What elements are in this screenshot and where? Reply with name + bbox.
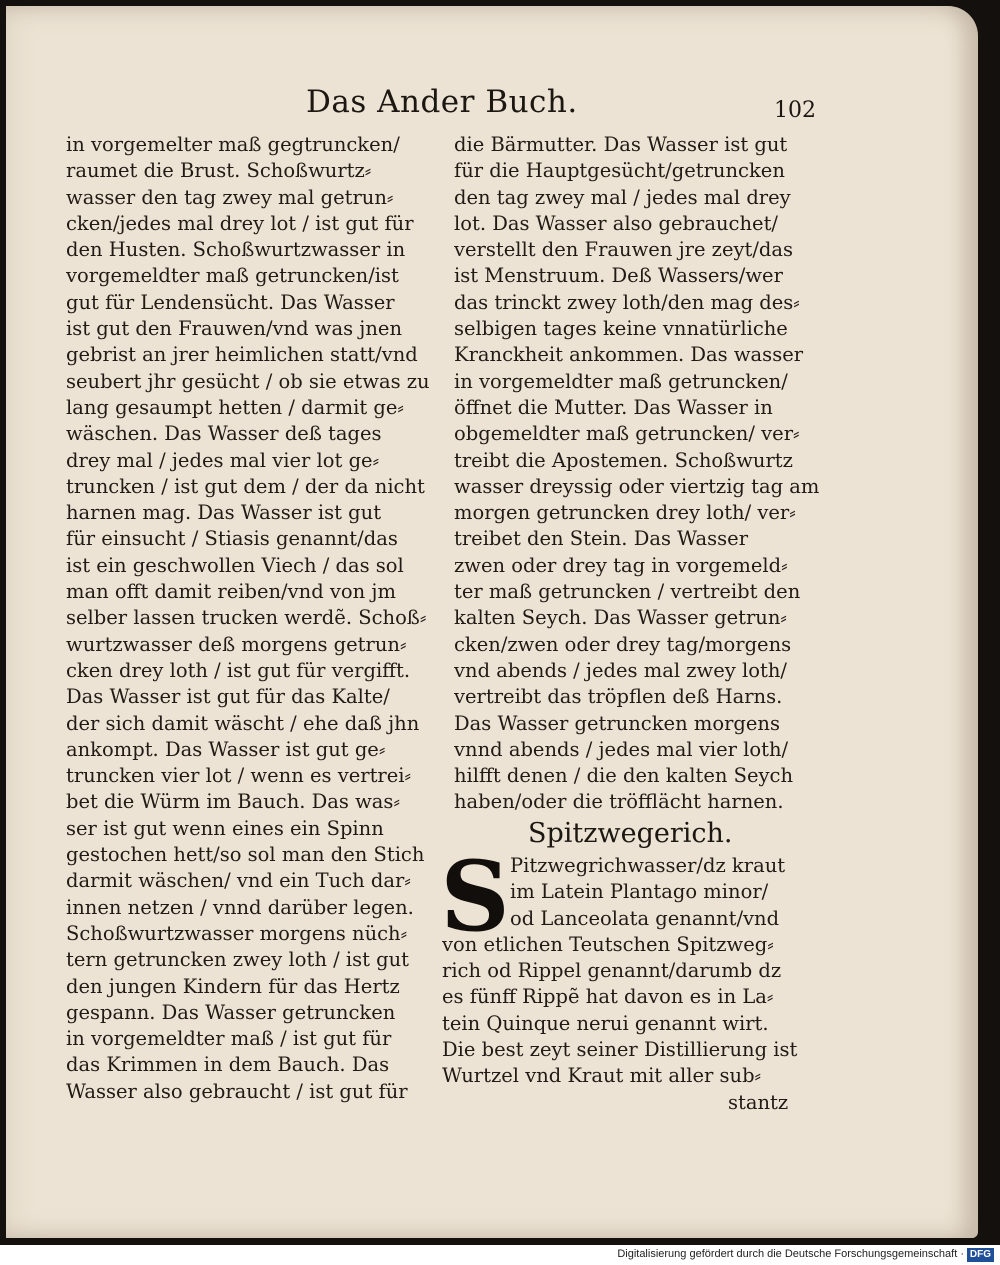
text-line: hilfft denen / die den kalten Seych — [454, 764, 794, 788]
text-line: ter maß getruncken / vertreibt den — [454, 580, 801, 604]
text-line: ist ein geschwollen Viech / das sol — [66, 553, 404, 577]
text-line: lang gesaumpt hetten / darmit ge⸗ — [66, 395, 404, 419]
text-line: ist gut den Frauwen/vnd was jnen — [66, 317, 403, 341]
text-line: den tag zwey mal / jedes mal drey — [454, 185, 791, 209]
text-line: treibet den Stein. Das Wasser — [454, 527, 749, 551]
text-line: ankompt. Das Wasser ist gut ge⸗ — [66, 737, 386, 761]
text-line: der sich damit wäscht / ehe daß jhn — [66, 711, 420, 735]
text-line: im Latein Plantago minor/ — [510, 880, 769, 904]
text-line: Wasser also gebraucht / ist gut für — [66, 1079, 408, 1103]
text-line: gebrist an jrer heimlichen statt/vnd — [66, 343, 418, 367]
text-line: in vorgemeldter maß / ist gut für — [66, 1027, 392, 1051]
footer-bar — [0, 1245, 1000, 1265]
text-line: von etlichen Teutschen Spitzweg⸗ — [442, 932, 774, 956]
text-line: ist Menstruum. Deß Wassers/wer — [454, 264, 783, 288]
text-line: Das Wasser ist gut für das Kalte/ — [66, 685, 390, 709]
text-line: truncken / ist gut dem / der da nicht — [66, 474, 425, 498]
text-line: innen netzen / vnnd darüber legen. — [66, 895, 414, 919]
text-line: verstellt den Frauwen jre zeyt/das — [454, 238, 794, 262]
text-line: zwen oder drey tag in vorgemeld⸗ — [454, 553, 788, 577]
text-line: Schoßwurtzwasser morgens nüch⸗ — [66, 921, 408, 945]
text-line: drey mal / jedes mal vier lot ge⸗ — [66, 448, 380, 472]
text-line: vnnd abends / jedes mal vier loth/ — [454, 737, 789, 761]
text-line: vorgemeldter maß getruncken/ist — [66, 264, 399, 288]
text-line: od Lanceolata genannt/vnd — [510, 906, 780, 930]
text-line: morgen getruncken drey loth/ ver⸗ — [454, 501, 796, 525]
section-text-column — [440, 840, 826, 1116]
text-line: wasser den tag zwey mal getrun⸗ — [66, 185, 394, 209]
text-line: vertreibt das tröpflen deß Harns. — [454, 685, 783, 709]
text-line: man offt damit reiben/vnd von jm — [66, 580, 396, 604]
text-line: die Bärmutter. Das Wasser ist gut — [454, 133, 788, 156]
text-line: den jungen Kindern für das Hertz — [66, 974, 400, 998]
text-line: seubert jhr gesücht / ob sie etwas zu — [66, 369, 430, 393]
text-line: Wurtzel vnd Kraut mit aller sub⸗ — [442, 1064, 762, 1088]
running-head: Das Ander Buch. — [306, 84, 578, 120]
page-number: 102 — [774, 98, 816, 123]
text-line: gestochen hett/so sol man den Stich — [66, 843, 425, 867]
text-line: in vorgemeldter maß getruncken/ — [454, 369, 788, 393]
left-text-column — [66, 132, 442, 1105]
text-line: cken drey loth / ist gut für vergifft. — [66, 658, 411, 682]
text-line: tein Quinque nerui genannt wirt. — [442, 1011, 769, 1035]
drop-cap: S — [440, 840, 510, 953]
text-line: das Krimmen in dem Bauch. Das — [66, 1053, 390, 1077]
text-line: darmit wäschen/ vnd ein Tuch dar⸗ — [66, 869, 411, 893]
text-line: selbigen tages keine vnnatürliche — [454, 317, 788, 341]
section-heading: Spitzwegerich. — [528, 818, 733, 849]
text-line: gut für Lendensücht. Das Wasser — [66, 290, 395, 314]
text-line: den Husten. Schoßwurtzwasser in — [66, 238, 406, 262]
text-line: stantz — [728, 1090, 789, 1114]
text-line: für einsucht / Stiasis genannt/das — [66, 527, 398, 551]
text-line: öffnet die Mutter. Das Wasser in — [454, 395, 773, 419]
dfg-logo: DFG — [967, 1248, 994, 1262]
text-line: treibt die Apostemen. Schoßwurtz — [454, 448, 793, 472]
text-line: obgemeldter maß getruncken/ ver⸗ — [454, 422, 800, 446]
text-line: bet die Würm im Bauch. Das was⸗ — [66, 790, 400, 814]
text-line: wäschen. Das Wasser deß tages — [66, 422, 382, 446]
text-line: wurtzwasser deß morgens getrun⸗ — [66, 632, 407, 656]
text-line: Pitzwegrichwasser/dz kraut — [510, 854, 786, 877]
text-line: raumet die Brust. Schoßwurtz⸗ — [66, 159, 372, 183]
text-line: ser ist gut wenn eines ein Spinn — [66, 816, 384, 840]
text-line: Das Wasser getruncken morgens — [454, 711, 780, 735]
text-line: das trinckt zwey loth/den mag des⸗ — [454, 290, 800, 314]
right-text-column — [454, 132, 826, 816]
text-line: rich od Rippel genannt/darumb dz — [442, 959, 782, 983]
text-line: truncken vier lot / wenn es vertrei⸗ — [66, 764, 412, 788]
book-page — [6, 6, 978, 1238]
text-line: harnen mag. Das Wasser ist gut — [66, 501, 382, 525]
text-line: Die best zeyt seiner Distillierung ist — [442, 1038, 798, 1062]
text-line: in vorgemelter maß gegtruncken/ — [66, 133, 400, 156]
text-line: kalten Seych. Das Wasser getrun⸗ — [454, 606, 787, 630]
text-line: Kranckheit ankommen. Das wasser — [454, 343, 804, 367]
text-line: wasser dreyssig oder viertzig tag am — [454, 474, 820, 498]
text-line: es fünff Rippẽ hat davon es in La⸗ — [442, 985, 774, 1009]
text-line: lot. Das Wasser also gebrauchet/ — [454, 211, 778, 235]
funding-credit: Digitalisierung gefördert durch die Deutsche Forschungsgemeinschaft · — [617, 1248, 964, 1260]
text-line: selber lassen trucken werdẽ. Schoß⸗ — [66, 606, 427, 630]
text-line: cken/zwen oder drey tag/morgens — [454, 632, 792, 656]
text-line: cken/jedes mal drey lot / ist gut für — [66, 211, 414, 235]
text-line: tern getruncken zwey loth / ist gut — [66, 948, 410, 972]
text-line: vnd abends / jedes mal zwey loth/ — [454, 658, 787, 682]
text-line: gespann. Das Wasser getruncken — [66, 1000, 396, 1024]
text-line: für die Hauptgesücht/getruncken — [454, 159, 785, 183]
text-line: haben/oder die tröfflächt harnen. — [454, 790, 784, 814]
